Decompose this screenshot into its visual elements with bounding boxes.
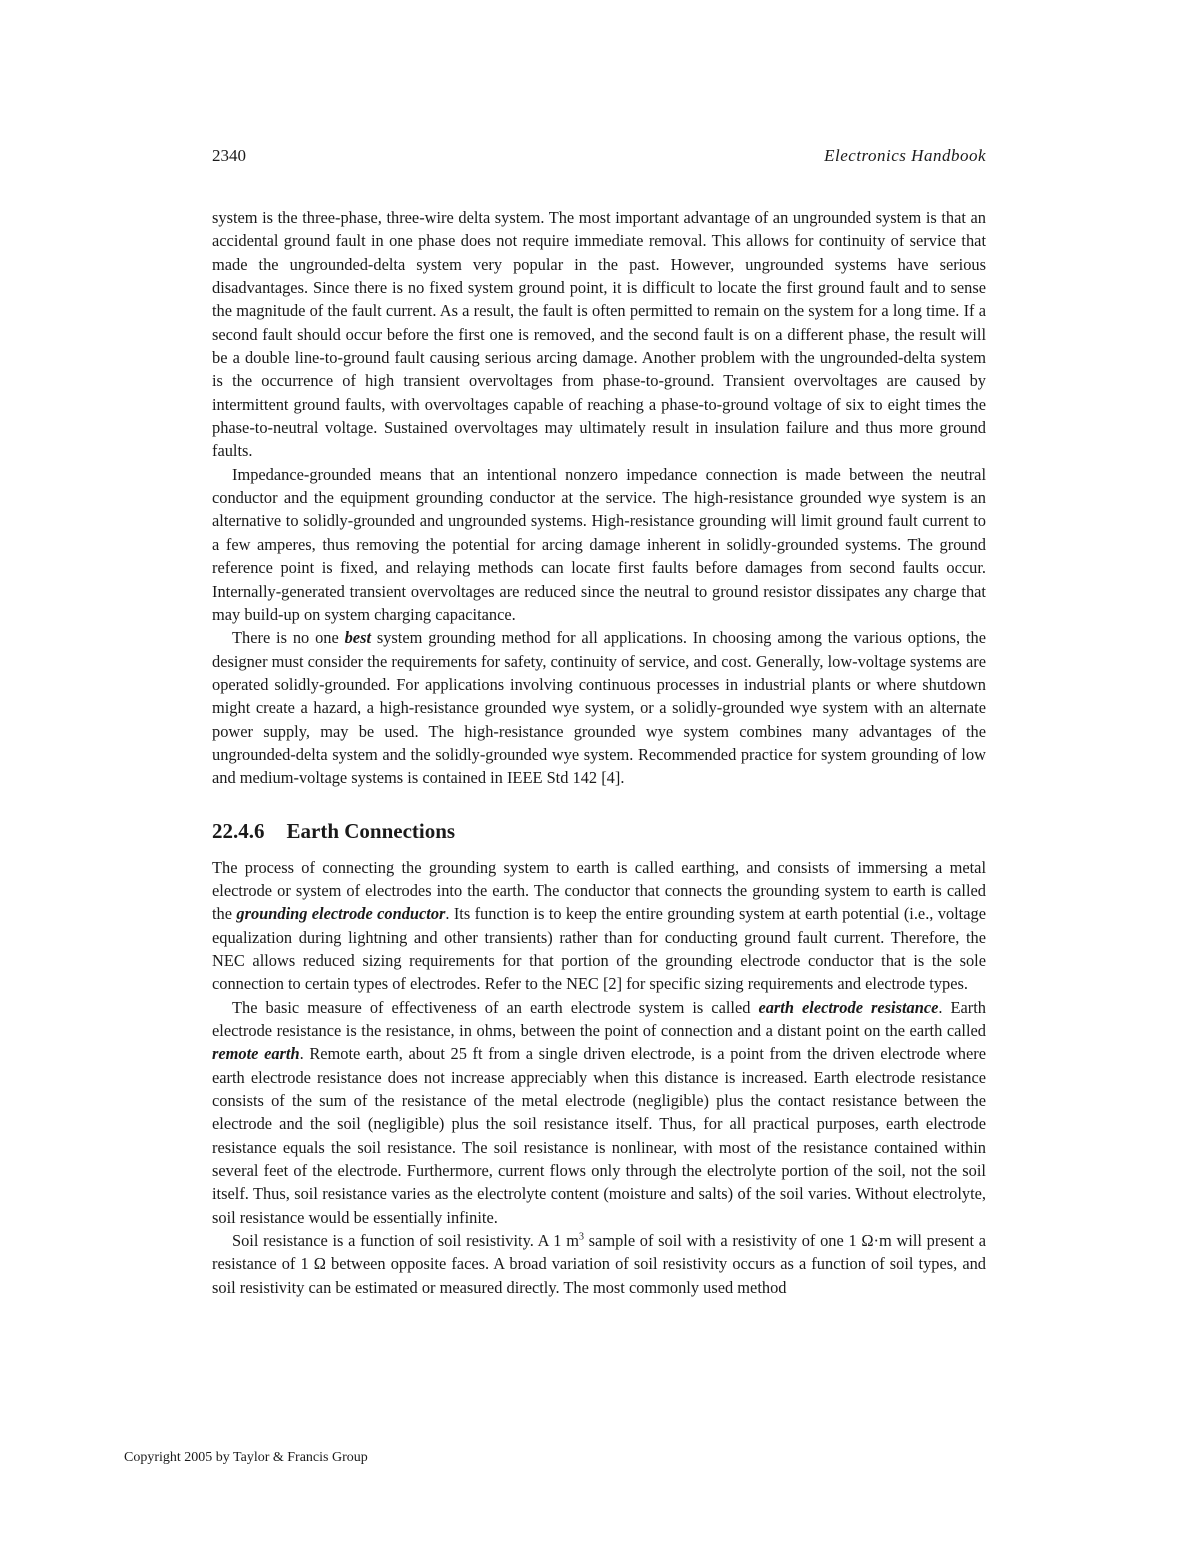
section-heading (212, 817, 986, 845)
page-body (212, 206, 986, 1299)
text-run: sample of soil with a resistivity of one 1 Ω·m will present a resistance of 1 Ω between opposite faces. A broad variation of soil resistivity occurs as a function of soil types, and soil resistivity can be estimated or measured directly. The most commonly used method (212, 1231, 986, 1297)
emphasis: remote earth (212, 1044, 300, 1064)
text-run: . Remote earth, about 25 ft from a single driven electrode, is a point from the driven electrode where earth electrode resistance does not increase appreciably when this distance is increased. Earth electrode resistance consists of the sum of the resistance of the metal electrode (negligible) plus the contact resistance between the electrode and the soil (negligible) plus the soil resistance itself. Thus, for all practical purposes, earth electrode resistance equals the soil resistance. The soil resistance is nonlinear, with most of the resistance contained within several feet of the electrode. Furthermore, current flows only through the electrolyte portion of the soil, not the soil itself. Thus, soil resistance varies as the electrolyte content (moisture and salts) of the soil varies. Without electrolyte, soil resistance would be essentially infinite. (212, 1044, 986, 1227)
paragraph: Impedance-grounded means that an intentional nonzero impedance connection is made between the neutral conductor and the equipment grounding conductor at the service. The high-resistance grounded wye system is an alternative to solidly-grounded and ungrounded systems. High-resistance grounding will limit ground fault current to a few amperes, thus removing the potential for arcing damage inherent in solidly-grounded systems. The ground reference point is fixed, and relaying methods can locate first faults before damages from second faults occur. Internally-generated transient overvoltages are reduced since the neutral to ground resistor dissipates any charge that may build-up on system charging capacitance. (212, 464, 986, 624)
section-number: 22.4.6 (212, 818, 265, 843)
emphasis: grounding electrode conductor (236, 904, 446, 924)
page-number: 2340 (212, 146, 246, 165)
paragraph: system is the three-phase, three-wire delta system. The most important advantage of an ungrounded system is that an accidental ground fault in one phase does not require immediate removal. This allows for continuity of service that made the ungrounded-delta system very popular in the past. However, ungrounded systems have serious disadvantages. Since there is no fixed system ground point, it is difficult to locate the first ground fault and to sense the magnitude of the fault current. As a result, the fault is often permitted to remain on the system for a long time. If a second fault should occur before the first one is removed, and the second fault is on a different phase, the result will be a double line-to-ground fault causing serious arcing damage. Another problem with the ungrounded-delta system is the occurrence of high transient overvoltages from phase-to-ground. Transient overvoltages are caused by intermittent ground faults, with overvoltages capable of reaching a phase-to-ground voltage of six to eight times the phase-to-neutral voltage. Sustained overvoltages may ultimately result in insulation failure and thus more ground faults. (212, 208, 986, 461)
paragraph (212, 626, 986, 789)
section-title: Earth Connections (286, 818, 456, 843)
copyright-footer: Copyright 2005 by Taylor & Francis Group (124, 1450, 368, 1465)
text-run: Soil resistance is a function of soil resistivity. A 1 m (232, 1231, 579, 1251)
text-run: The basic measure of effectiveness of an earth electrode system is called (232, 997, 759, 1017)
text-run: system grounding method for all applications. In choosing among the various options, the designer must consider the requirements for safety, continuity of service, and cost. Generally, low-voltage systems are operated solidly-grounded. For applications involving continuous processes in industrial plants or where shutdown might create a hazard, a high-resistance grounded wye system, or a solidly-grounded wye system with an alternate power supply, may be used. The high-resistance grounded wye system combines many advantages of the ungrounded-delta system and the solidly-grounded wye system. Recommended practice for system grounding of low and medium-voltage systems is contained in IEEE Std 142 [4]. (212, 628, 986, 788)
paragraph (212, 996, 986, 1229)
text-run: There is no one (232, 628, 345, 648)
text-run: . Its function is to keep the entire grounding system at earth potential (i.e., voltage equalization during lightning and other transients) rather than for conducting ground fault current. Therefore, the NEC allows reduced sizing requirements for that portion of the grounding electrode conductor that is the sole connection to certain types of electrodes. Refer to the NEC [2] for specific sizing requirements and electrode types. (212, 904, 986, 994)
paragraph (212, 856, 986, 996)
emphasis: earth electrode resistance (758, 997, 939, 1017)
superscript: 3 (578, 1231, 584, 1243)
text-run: The process of connecting the grounding system to earth is called earthing, and consists of immersing a metal electrode or system of electrodes into the earth. The conductor that connects the grounding system to earth is called the (212, 857, 986, 924)
paragraph (212, 1229, 986, 1299)
running-head: Electronics Handbook (824, 146, 986, 165)
text-run: . Earth electrode resistance is the resistance, in ohms, between the point of connection and a distant point on the earth called (212, 997, 986, 1040)
page-header (212, 146, 986, 174)
emphasis: best (344, 628, 371, 648)
